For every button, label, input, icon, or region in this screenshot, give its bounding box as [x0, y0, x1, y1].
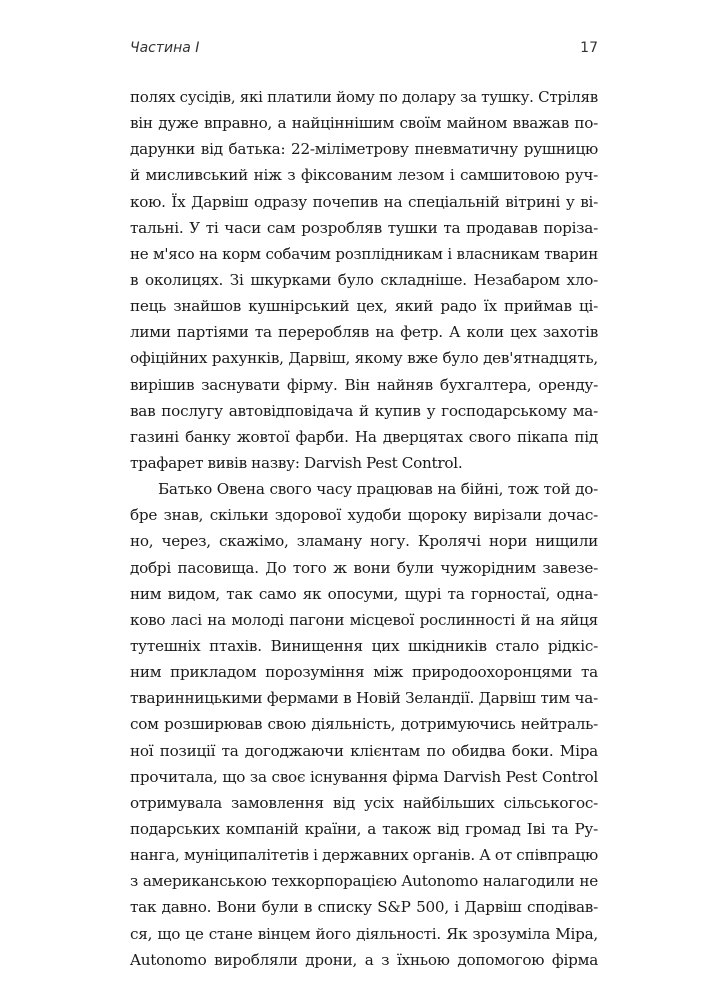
text-line: тальні. У ті часи сам розробляв тушки та продавав порізa- — [130, 218, 598, 237]
text-line: в околицях. Зі шкурками було складніше. Незабаром хло- — [130, 270, 598, 289]
text-line: тваринницькими фермами в Новій Зеландії. Дарвіш тим ча- — [130, 689, 598, 708]
text-line: й мисливський ніж з фіксованим лезом і самшитовою руч- — [130, 166, 598, 185]
text-line: лими партіями та переробляв на фетр. А коли цех захотів — [130, 323, 598, 342]
text-line: ся, що це стане вінцем його діяльності. Як зрозуміла Міра, — [130, 924, 598, 943]
text-line: трафарет вивів назву: Darvish Pest Control. — [130, 453, 463, 472]
page-number: 17 — [580, 40, 598, 56]
text-line: Autonomo виробляли дрони, а з їхньою допомогою фірма — [130, 950, 598, 969]
text-line: но, через, скажімо, зламану ногу. Кролячі нори нищили — [130, 532, 598, 551]
text-line: отримувала замовлення від усіх найбільших сільськогос- — [130, 793, 598, 812]
text-line: він дуже вправно, а найціннішим своїм майном вважав по- — [130, 114, 598, 133]
text-line: Батько Овена свого часу працював на бійні, тож той до- — [158, 480, 598, 499]
text-line: добрі пасовища. До того ж вони були чужорідним завезе- — [130, 558, 598, 577]
text-line: ної позиції та догоджаючи клієнтам по обидва боки. Міра — [130, 741, 598, 760]
text-line: тутешніх птахів. Винищення цих шкідників стало рідкіс- — [130, 636, 598, 655]
running-head — [130, 40, 598, 64]
text-line: вирішив заснувати фірму. Він найняв бухгалтера, оренду- — [130, 375, 598, 394]
paragraph — [130, 476, 598, 973]
paragraph — [130, 84, 598, 476]
text-line: кою. Їх Дарвіш одразу почепив на спеціальній вітрині у ві- — [130, 192, 598, 211]
text-line: сом розширював свою діяльність, дотримуючись нейтраль- — [130, 715, 598, 734]
text-line: пець знайшов кушнірський цех, який радо їх приймав ці- — [130, 297, 598, 316]
text-line: дарунки від батька: 22-міліметрову пневматичну рушницю — [130, 140, 598, 159]
text-line: з американською техкорпорацією Autonomo налагодили не — [130, 872, 598, 891]
text-line: бре знав, скільки здорової худоби щороку вирізали дочас- — [130, 506, 598, 525]
body-text — [130, 84, 598, 973]
text-line: вав послугу автовідповідача й купив у господарському ма- — [130, 401, 598, 420]
text-line: ним видом, так само як опосуми, щурі та горностаї, одна- — [130, 584, 598, 603]
text-line: полях сусідів, які платили йому по долару за тушку. Стріляв — [130, 88, 598, 106]
text-line: нанга, муніципалітетів і державних органів. А от співпрацю — [130, 846, 598, 865]
text-line: ково ласі на молоді пагони місцевої рослинності й на яйця — [130, 610, 598, 629]
section-name: Частина І — [130, 40, 200, 56]
text-line: так давно. Вони були в списку S&P 500, і Дарвіш сподівав- — [130, 898, 598, 917]
text-line: не м'ясо на корм собачим розплідникам і власникам тварин — [130, 244, 598, 263]
text-line: подарських компаній країни, а також від громад Іві та Ру- — [130, 819, 598, 838]
text-line: ним прикладом порозуміння між природоохоронцями та — [130, 663, 598, 682]
text-line: газині банку жовтої фарби. На дверцятах свого пікапа під — [130, 427, 598, 446]
text-line: прочитала, що за своє існування фірма Darvish Pest Control — [130, 767, 598, 786]
text-line: офіційних рахунків, Дарвіш, якому вже було дев'ятнадцять, — [130, 349, 598, 368]
